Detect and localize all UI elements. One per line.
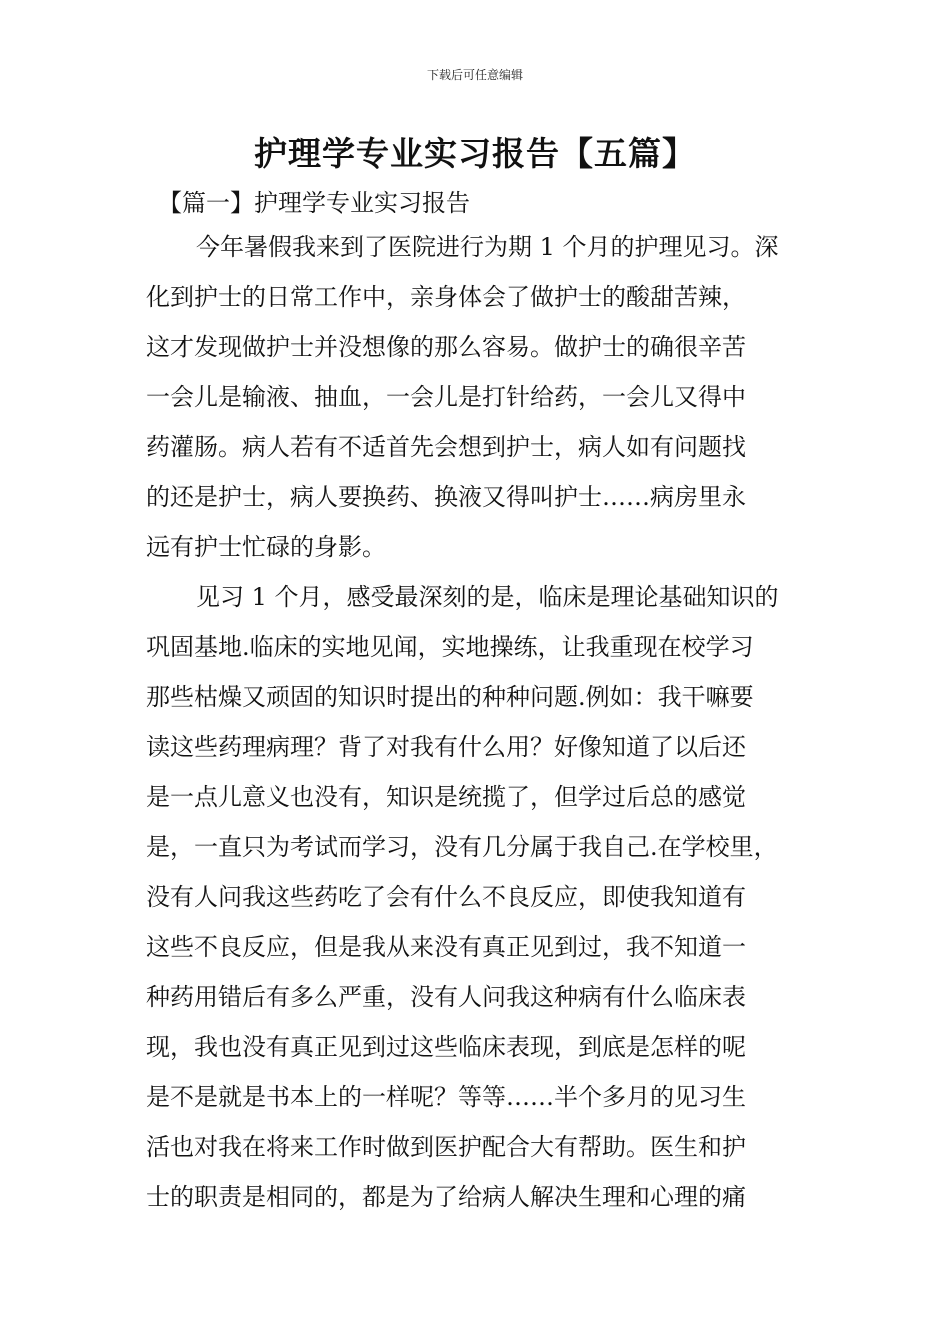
paragraph-line: 士的职责是相同的，都是为了给病人解决生理和心理的痛: [146, 1183, 746, 1211]
paragraph-line: 这些不良反应，但是我从来没有真正见到过，我不知道一: [146, 933, 746, 961]
paragraph-line: 那些枯燥又顽固的知识时提出的种种问题.例如：我干嘛要: [146, 683, 754, 711]
paragraph-line: 是一点儿意义也没有，知识是统揽了，但学过后总的感觉: [146, 783, 746, 811]
paragraph-line: 活也对我在将来工作时做到医护配合大有帮助。医生和护: [146, 1133, 746, 1161]
paragraph-line: 见习 1 个月，感受最深刻的是，临床是理论基础知识的: [196, 583, 779, 611]
section-heading: 【篇一】护理学专业实习报告: [158, 189, 470, 217]
paragraph-line: 一会儿是输液、抽血，一会儿是打针给药，一会儿又得中: [146, 383, 746, 411]
paragraph-line: 没有人问我这些药吃了会有什么不良反应，即使我知道有: [146, 883, 746, 911]
paragraph-line: 是不是就是书本上的一样呢？等等……半个多月的见习生: [146, 1083, 746, 1111]
paragraph-line: 是，一直只为考试而学习，没有几分属于我自己.在学校里，: [146, 833, 778, 861]
paragraph-line: 的还是护士，病人要换药、换液又得叫护士……病房里永: [146, 483, 746, 511]
header-note: 下载后可任意编辑: [426, 68, 523, 82]
paragraph-line: 今年暑假我来到了医院进行为期 1 个月的护理见习。深: [196, 233, 779, 261]
paragraph-line: 种药用错后有多么严重，没有人问我这种病有什么临床表: [146, 983, 746, 1011]
body-text: [146, 222, 826, 1222]
paragraph-line: 读这些药理病理？背了对我有什么用？好像知道了以后还: [146, 733, 746, 761]
paragraph-line: 现，我也没有真正见到过这些临床表现，到底是怎样的呢: [146, 1033, 746, 1061]
paragraph-line: 这才发现做护士并没想像的那么容易。做护士的确很辛苦: [146, 333, 746, 361]
paragraph-line: 远有护士忙碌的身影。: [146, 533, 386, 561]
paragraph-line: 药灌肠。病人若有不适首先会想到护士，病人如有问题找: [146, 433, 746, 461]
document-title: 护理学专业实习报告【五篇】: [254, 134, 696, 173]
paragraph-line: 化到护士的日常工作中，亲身体会了做护士的酸甜苦辣，: [146, 283, 746, 311]
paragraph-line: 巩固基地.临床的实地见闻，实地操练，让我重现在校学习: [146, 633, 754, 661]
